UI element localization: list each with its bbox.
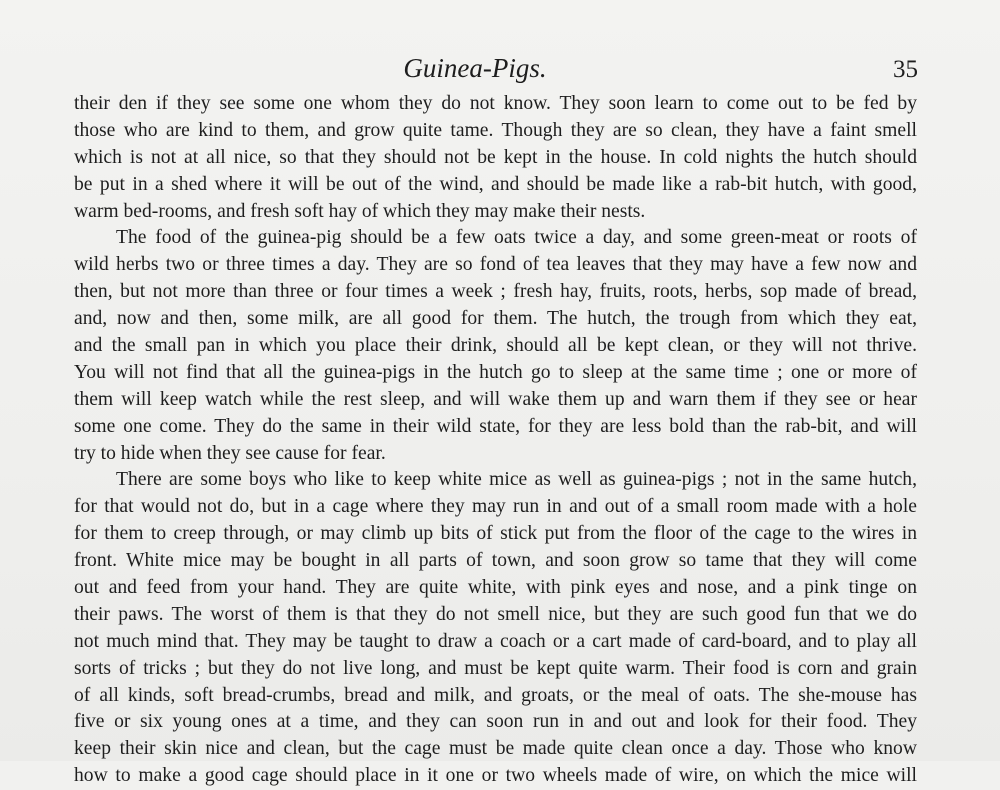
text-line: for them to creep through, or may climb up bits of stick put from the floor of the cage to the wires in bbox=[74, 523, 917, 545]
text-line: and, now and then, some milk, are all good for them. The hutch, the trough from which they eat, bbox=[74, 308, 917, 330]
text-line: You will not find that all the guinea-pigs in the hutch go to sleep at the same time ; one or more of bbox=[74, 361, 917, 383]
text-line: their den if they see some one whom they do not know. They soon learn to come out to be fed by bbox=[74, 93, 917, 114]
text-line: try to hide when they see cause for fear. bbox=[74, 442, 386, 464]
text-line: them will keep watch while the rest sleep, and will wake them up and warn them if they see or hear bbox=[74, 388, 917, 410]
text-line: out and feed from your hand. They are quite white, with pink eyes and nose, and a pink tinge on bbox=[74, 577, 917, 599]
text-line: wild herbs two or three times a day. They are so fond of tea leaves that they may have a few now and bbox=[74, 254, 917, 276]
text-line: five or six young ones at a time, and they can soon run in and out and look for their food. They bbox=[74, 711, 917, 733]
text-line: for that would not do, but in a cage where they may run in and out of a small room made with a hole bbox=[74, 496, 917, 518]
running-title: Guinea-Pigs. bbox=[403, 53, 547, 83]
text-line: then, but not more than three or four times a week ; fresh hay, fruits, roots, herbs, sop made of bread, bbox=[74, 281, 917, 303]
page-number: 35 bbox=[893, 56, 918, 83]
text-line: front. White mice may be bought in all parts of town, and soon grow so tame that they will come bbox=[74, 550, 917, 572]
body-text bbox=[74, 91, 917, 790]
text-line: not much mind that. They may be taught to draw a coach or a cart made of card-board, and to play all bbox=[74, 630, 917, 652]
text-line: which is not at all nice, so that they should not be kept in the house. In cold nights the hutch should bbox=[74, 146, 917, 168]
text-line: how to make a good cage should place in it one or two wheels made of wire, on which the mice will bbox=[74, 765, 917, 787]
text-line: some one come. They do the same in their wild state, for they are less bold than the rab-bit, and will bbox=[74, 415, 917, 437]
text-line: of all kinds, soft bread-crumbs, bread and milk, and groats, or the meal of oats. The she-mouse has bbox=[74, 684, 917, 706]
text-line: be put in a shed where it will be out of the wind, and should be made like a rab-bit hutch, with good, bbox=[74, 173, 917, 195]
text-line: those who are kind to them, and grow quite tame. Though they are so clean, they have a faint smell bbox=[74, 119, 917, 141]
text-line: sorts of tricks ; but they do not live long, and must be kept quite warm. Their food is corn and grain bbox=[74, 657, 917, 679]
text-line: and the small pan in which you place their drink, should all be kept clean, or they will not thrive. bbox=[74, 335, 917, 357]
text-line: their paws. The worst of them is that they do not smell nice, but they are such good fun that we do bbox=[74, 603, 917, 625]
text-line: warm bed-rooms, and fresh soft hay of which they may make their nests. bbox=[74, 200, 646, 222]
text-line: There are some boys who like to keep white mice as well as guinea-pigs ; not in the same hutch, bbox=[116, 469, 917, 491]
text-line: The food of the guinea-pig should be a few oats twice a day, and some green-meat or roots of bbox=[116, 227, 917, 249]
text-line: keep their skin nice and clean, but the cage must be made quite clean once a day. Those who know bbox=[74, 738, 917, 760]
